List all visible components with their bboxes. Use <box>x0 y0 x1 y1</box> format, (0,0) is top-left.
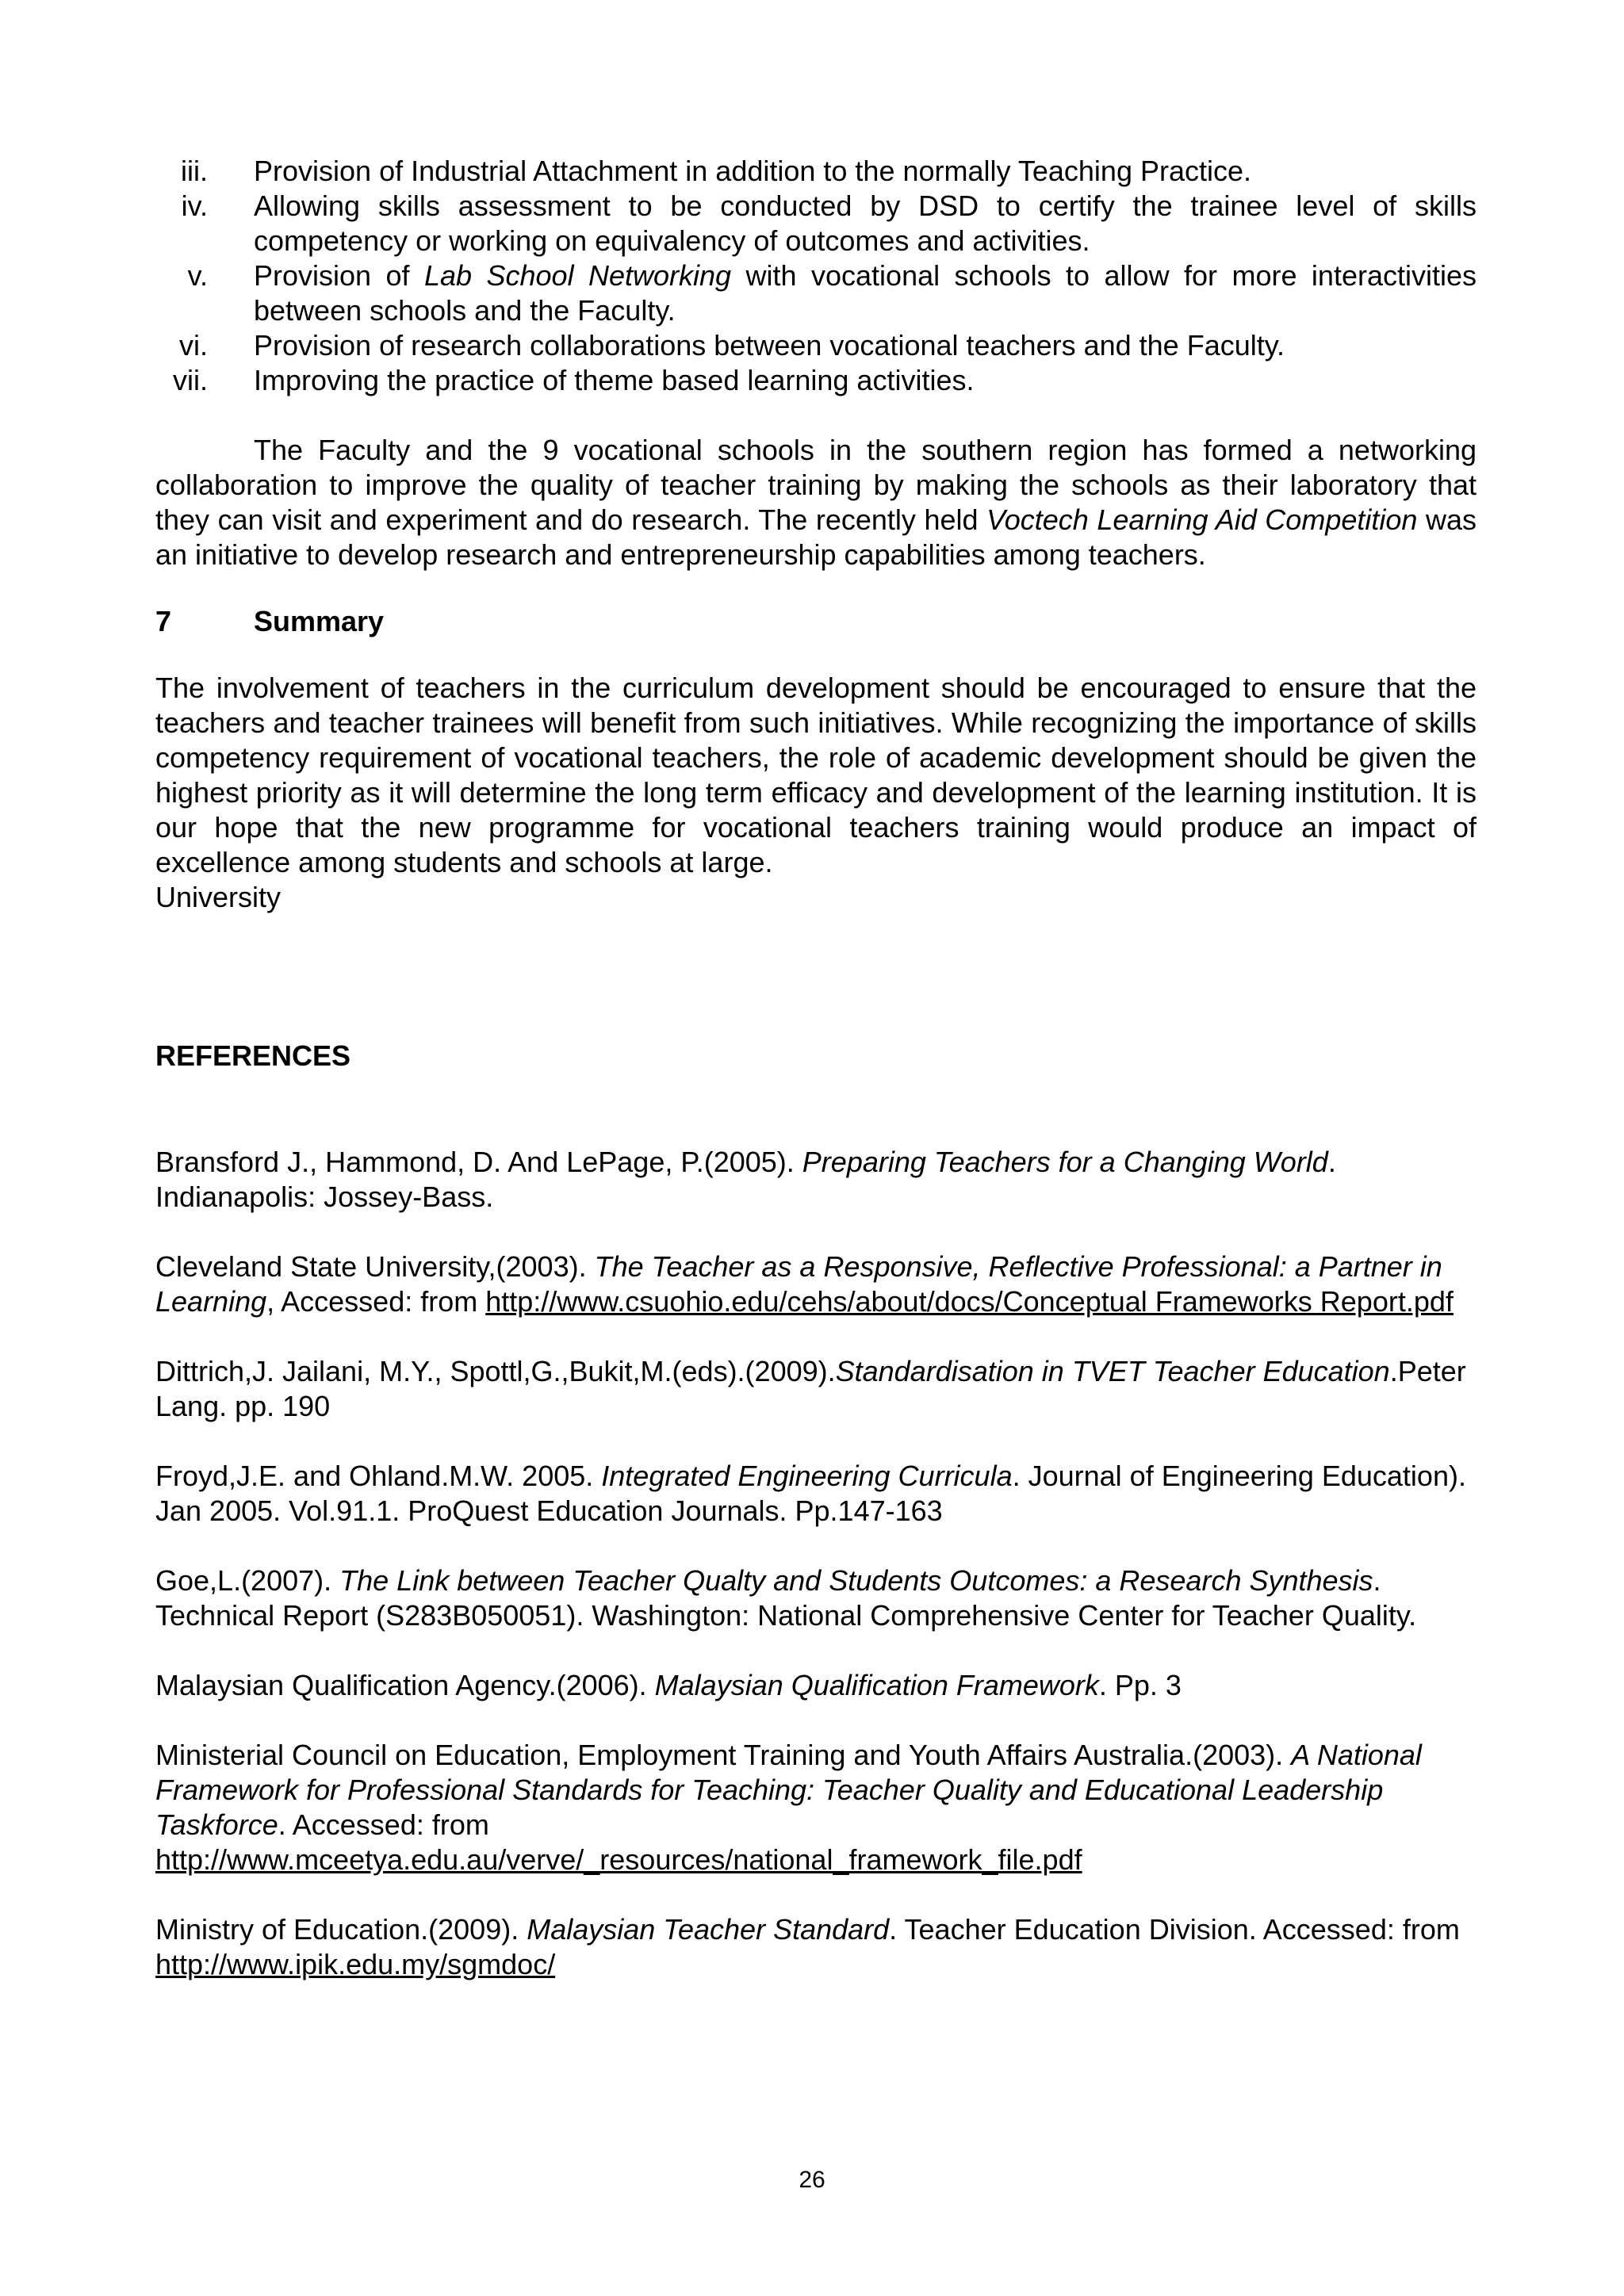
reference-details: . Teacher Education Division. Accessed: from <box>889 1913 1460 1946</box>
list-number: vi. <box>179 329 208 362</box>
list-item <box>155 258 1477 328</box>
reference-entry <box>155 1738 1477 1877</box>
reference-entry <box>155 1563 1477 1633</box>
reference-title: Preparing Teachers for a Changing World <box>802 1146 1328 1178</box>
list-item <box>155 328 1477 363</box>
reference-authors: Ministry of Education.(2009). <box>155 1913 527 1946</box>
reference-title: Malaysian Qualification Framework <box>654 1669 1099 1701</box>
reference-authors: Froyd,J.E. and Ohland.M.W. 2005. <box>155 1460 602 1492</box>
list-text: Provision of Industrial Attachment in addition to the normally Teaching Practice. <box>254 155 1252 187</box>
reference-entry <box>155 1912 1477 1982</box>
summary-heading <box>155 604 1477 639</box>
reference-title: Integrated Engineering Curricula <box>601 1460 1013 1492</box>
reference-title: Malaysian Teacher Standard <box>527 1913 890 1946</box>
section-number: 7 <box>155 605 172 637</box>
reference-entry <box>155 1354 1477 1424</box>
reference-authors: Cleveland State University,(2003). <box>155 1250 595 1283</box>
reference-title: Standardisation in TVET Teacher Education <box>835 1355 1390 1387</box>
reference-details: . Indianapolis: Jossey-Bass. <box>155 1146 1336 1213</box>
reference-details: . Journal of Engineering Education). Jan 2005. Vol.91.1. ProQuest Education Journals. Pp.147-163 <box>155 1460 1466 1527</box>
page-number: 26 <box>799 2167 825 2193</box>
list-text: Provision of research collaborations between vocational teachers and the Faculty. <box>254 329 1285 362</box>
reference-title: The Link between Teacher Qualty and Students Outcomes: a Research Synthesis <box>339 1564 1373 1597</box>
section-title: Summary <box>254 605 385 637</box>
reference-entry <box>155 1145 1477 1215</box>
reference-authors: Malaysian Qualification Agency.(2006). <box>155 1669 655 1701</box>
reference-details: . Accessed: from <box>278 1808 489 1841</box>
list-number: vii. <box>173 364 208 396</box>
list-item <box>155 363 1477 398</box>
list-text-post: with vocational schools to allow for more interactivities between schools and the Faculty. <box>254 259 1477 327</box>
reference-details: .Peter Lang. pp. 190 <box>155 1355 1466 1422</box>
reference-authors: Ministerial Council on Education, Employment Training and Youth Affairs Australia.(2003). <box>155 1739 1292 1771</box>
faculty-text-emphasis: Voctech Learning Aid Competition <box>986 503 1418 536</box>
reference-entry <box>155 1459 1477 1529</box>
list-number: iv. <box>181 189 208 222</box>
reference-authors: Goe,L.(2007). <box>155 1564 340 1597</box>
reference-title: A National Framework for Professional Standards for Teaching: Teacher Quality and Educational Leadership Taskforce <box>155 1739 1422 1841</box>
reference-details: , Accessed: from <box>266 1285 486 1318</box>
document-page <box>155 154 1477 1982</box>
list-item <box>155 154 1477 189</box>
reference-details: . Technical Report (S283B050051). Washington: National Comprehensive Center for Teacher Quality. <box>155 1564 1417 1632</box>
reference-link[interactable]: http://www.ipik.edu.my/sgmdoc/ <box>155 1948 556 1980</box>
list-number: v. <box>187 259 208 292</box>
references-list <box>155 1145 1477 1982</box>
summary-paragraph: The involvement of teachers in the curriculum development should be encouraged to ensure that the teachers and teacher trainees will benefit from such initiatives. While recognizing the importance of skills competency requirement of vocational teachers, the role of academic development should be given the highest priority as it will determine the long term efficacy and development of the learning institution. It is our hope that the new programme for vocational teachers training would produce an impact of excellence among students and schools at large. <box>155 672 1477 878</box>
list-item <box>155 189 1477 258</box>
list-text: Allowing skills assessment to be conducted by DSD to certify the trainee level of skills competency or working on equivalency of outcomes and activities. <box>254 189 1477 257</box>
reference-authors: Bransford J., Hammond, D. And LePage, P.(2005). <box>155 1146 802 1178</box>
reference-details: . Pp. 3 <box>1098 1669 1182 1701</box>
faculty-text-pre: The Faculty and the 9 vocational schools in the southern region has formed a networking collaboration to improve the quality of teacher training by making the schools as their laboratory that they can visit and experiment and do research. The recently held <box>155 434 1477 536</box>
reference-link[interactable]: http://www.csuohio.edu/cehs/about/docs/Conceptual Frameworks Report.pdf <box>485 1285 1454 1318</box>
reference-authors: Dittrich,J. Jailani, M.Y., Spottl,G.,Bukit,M.(eds).(2009). <box>155 1355 836 1387</box>
numbered-list <box>155 154 1477 398</box>
list-text-emphasis: Lab School Networking <box>423 259 732 292</box>
reference-entry <box>155 1249 1477 1319</box>
faculty-paragraph <box>155 433 1477 572</box>
reference-entry <box>155 1668 1477 1703</box>
list-text-pre: Provision of <box>254 259 424 292</box>
reference-link[interactable]: http://www.mceetya.edu.au/verve/_resources/national_framework_file.pdf <box>155 1843 1082 1876</box>
list-number: iii. <box>181 155 208 187</box>
summary-trailing-text: University <box>155 881 282 913</box>
references-heading: REFERENCES <box>155 1039 351 1072</box>
faculty-text-post: was an initiative to develop research and entrepreneurship capabilities among teachers. <box>155 503 1477 571</box>
reference-title: The Teacher as a Responsive, Reflective Professional: a Partner in Learning <box>155 1250 1442 1318</box>
list-text: Improving the practice of theme based learning activities. <box>254 364 975 396</box>
